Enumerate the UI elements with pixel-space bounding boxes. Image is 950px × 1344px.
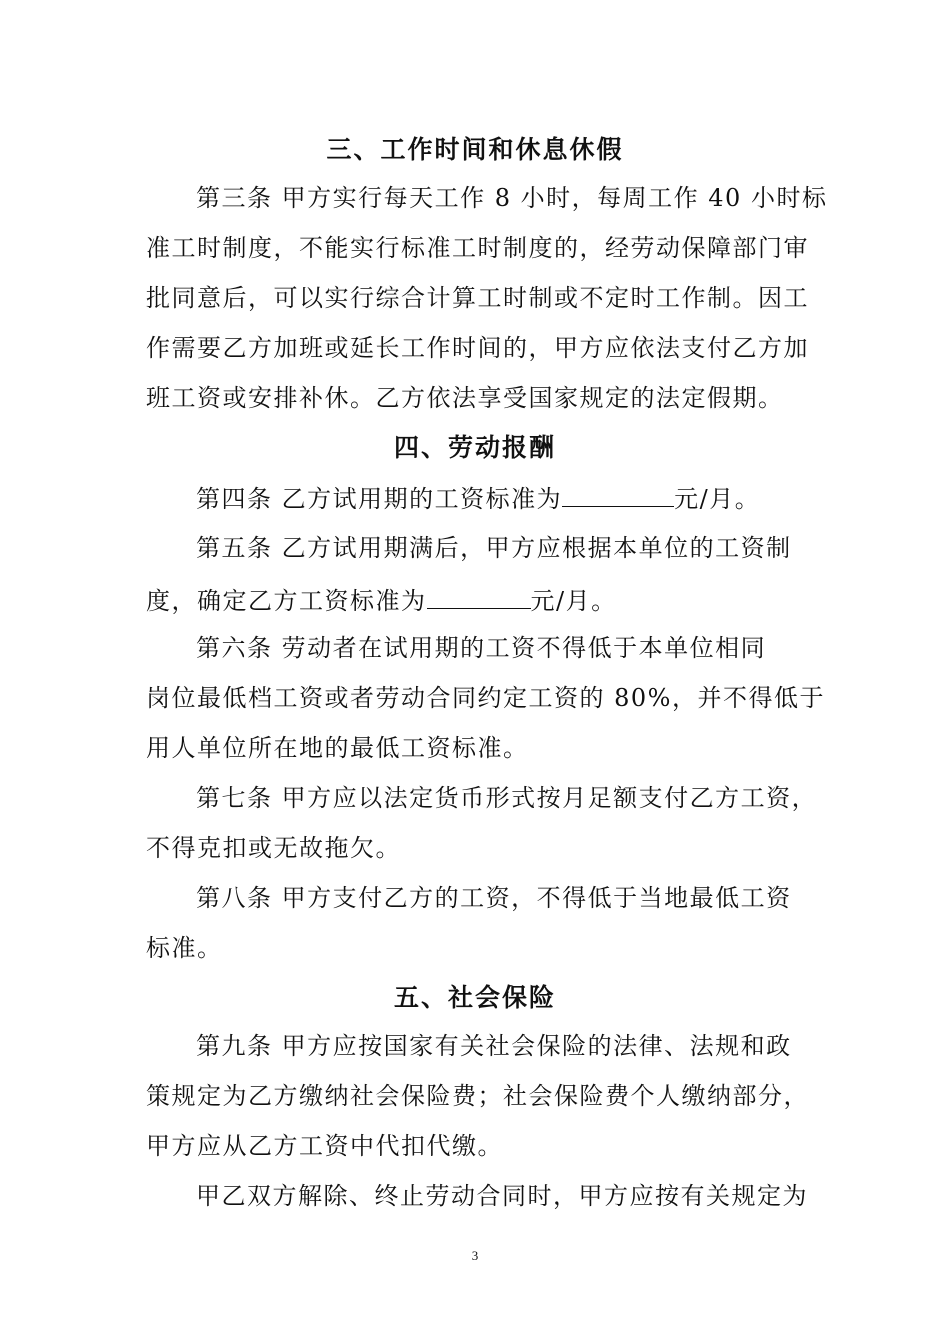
article-6-line-1: 第六条 劳动者在试用期的工资不得低于本单位相同: [196, 634, 767, 662]
article-6-line-2: 岗位最低档工资或者劳动合同约定工资的 80%，并不得低于: [146, 684, 825, 712]
section-heading-social-insurance: 五、社会保险: [393, 983, 556, 1012]
article-5-unit: 元/月。: [530, 587, 617, 615]
article-4-text: 第四条 乙方试用期的工资标准为: [196, 485, 563, 513]
article-9-line-1: 第九条 甲方应按国家有关社会保险的法律、法规和政: [196, 1032, 792, 1060]
article-7-line-2: 不得克扣或无故拖欠。: [146, 834, 401, 862]
section-heading-remuneration: 四、劳动报酬: [393, 433, 556, 462]
article-8-line-2: 标准。: [146, 934, 223, 962]
probation-salary-blank: [562, 480, 674, 507]
article-3-line-1: 第三条 甲方实行每天工作 8 小时，每周工作 40 小时标: [196, 184, 828, 212]
article-9-line-3: 甲方应从乙方工资中代扣代缴。: [146, 1132, 503, 1160]
article-9-line-2: 策规定为乙方缴纳社会保险费；社会保险费个人缴纳部分，: [146, 1082, 809, 1110]
article-3-line-3: 批同意后，可以实行综合计算工时制或不定时工作制。因工: [146, 284, 809, 312]
termination-paragraph-line-1: 甲乙双方解除、终止劳动合同时，甲方应按有关规定为: [196, 1182, 808, 1210]
article-3-line-2: 准工时制度，不能实行标准工时制度的，经劳动保障部门审: [146, 234, 809, 262]
article-4-unit: 元/月。: [674, 485, 761, 513]
section-heading-work-hours: 三、工作时间和休息休假: [326, 135, 624, 164]
article-7-line-1: 第七条 甲方应以法定货币形式按月足额支付乙方工资，: [196, 784, 818, 812]
article-4-line: [196, 480, 760, 515]
regular-salary-blank: [427, 582, 531, 609]
article-5-text: 度，确定乙方工资标准为: [146, 587, 427, 615]
article-5-line-1: 第五条 乙方试用期满后，甲方应根据本单位的工资制: [196, 534, 792, 562]
article-6-line-3: 用人单位所在地的最低工资标准。: [146, 734, 529, 762]
article-3-line-5: 班工资或安排补休。乙方依法享受国家规定的法定假期。: [146, 384, 784, 412]
article-5-line-2: [146, 582, 617, 617]
article-8-line-1: 第八条 甲方支付乙方的工资，不得低于当地最低工资: [196, 884, 792, 912]
page-number: 3: [471, 1248, 479, 1263]
article-3-line-4: 作需要乙方加班或延长工作时间的，甲方应依法支付乙方加: [146, 334, 809, 362]
